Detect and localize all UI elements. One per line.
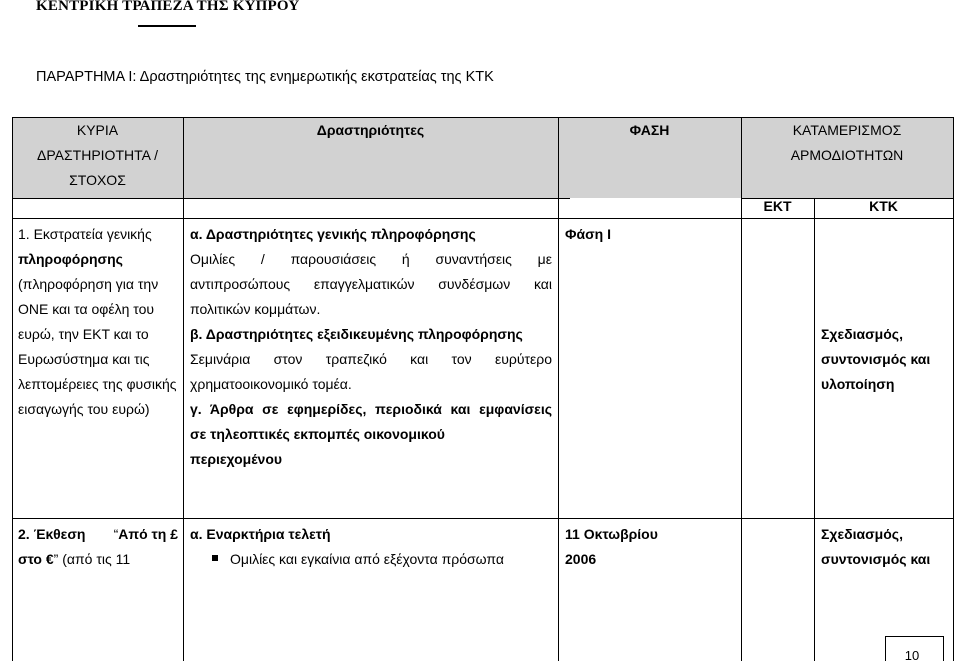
page-number: 10 — [904, 648, 920, 663]
header-phase: ΦΑΣΗ — [629, 122, 670, 138]
activity-b-title: β. Δραστηριότητες εξειδικευμένης πληροφόρησης — [190, 326, 523, 342]
title-underline — [138, 25, 196, 27]
activity-opening-title: α. Εναρκτήρια τελετή — [190, 526, 331, 542]
activity-a-title: α. Δραστηριότητες γενικής πληροφόρησης — [190, 226, 476, 242]
annex-title: ΠΑΡΑΡΤΗΜΑ Ι: Δραστηριότητες της ενημερωτικής εκστρατείας της ΚΤΚ — [36, 69, 494, 85]
bullet-item: Ομιλίες και εγκαίνια από εξέχοντα πρόσωπα — [212, 551, 504, 567]
activity-c-title: γ. Άρθρα σε εφημερίδες, περιοδικά και εμφανίσεις — [190, 401, 552, 417]
header-ekt: ΕΚΤ — [763, 198, 792, 214]
activity-a-text: Ομιλίες / παρουσιάσεις ή συναντήσεις με — [190, 251, 552, 267]
header-activities: Δραστηριότητες — [316, 122, 425, 138]
header-ktk: ΚΤΚ — [869, 198, 898, 214]
bullet-icon — [212, 555, 218, 561]
bank-title: ΚΕΝΤΡΙΚΗ ΤΡΑΠΕΖΑ ΤΗΣ ΚΥΠΡΟΥ — [36, 0, 300, 14]
activity-b-text: Σεμινάρια στον τραπεζικό και τον ευρύτερο — [190, 351, 552, 367]
row1-phase: Φάση Ι — [565, 226, 612, 242]
